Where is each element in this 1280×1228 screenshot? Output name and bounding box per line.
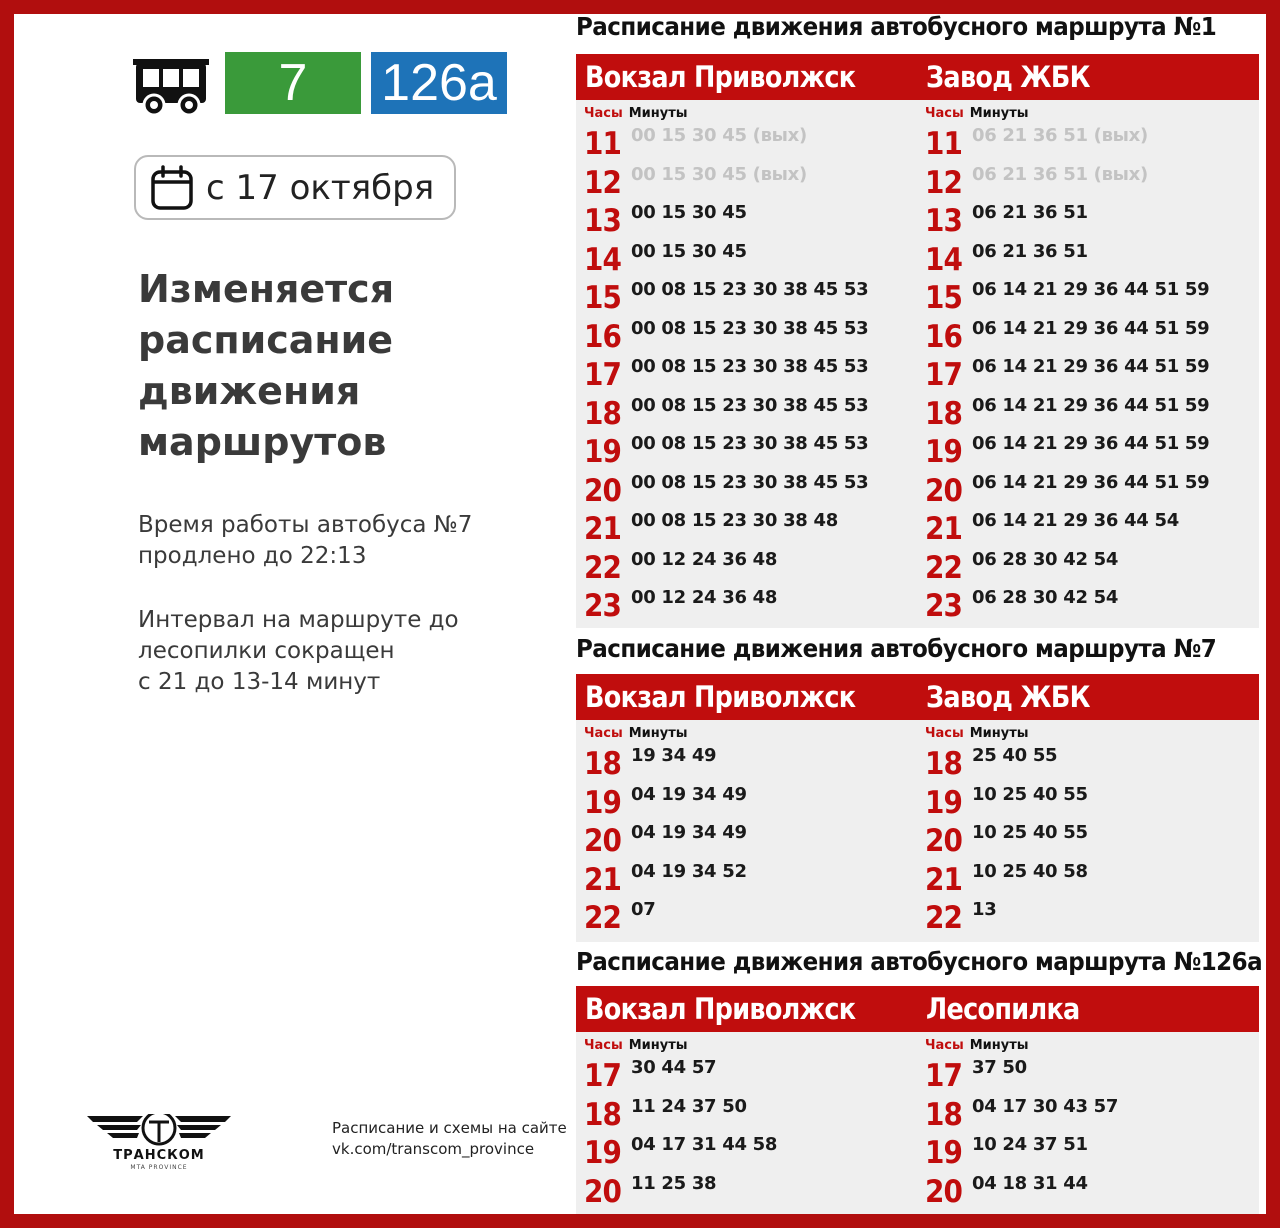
timetable-column [576, 726, 906, 936]
timetable-row [917, 200, 1247, 239]
timetable-row [576, 239, 906, 278]
hour-value: 21 [925, 511, 963, 547]
minutes-value: 10 24 37 51 [972, 1134, 1088, 1155]
minutes-value: 04 19 34 49 [631, 822, 747, 843]
hours-label: Часы [584, 1038, 623, 1053]
info-panel [14, 14, 570, 1214]
minutes-label: Минуты [969, 106, 1029, 121]
direction-bar [576, 674, 1259, 720]
column-header [576, 1038, 906, 1055]
bus-icon [133, 57, 209, 117]
minutes-label: Минуты [628, 726, 688, 741]
direction-name: Вокзал Приволжск [585, 680, 856, 714]
hour-value: 18 [584, 395, 622, 432]
headline-line: маршрутов [138, 420, 387, 464]
hour-value: 13 [584, 203, 622, 239]
minutes-value: 00 08 15 23 30 38 45 53 [631, 317, 869, 339]
timetable-row [576, 508, 906, 547]
hour-value: 20 [584, 472, 622, 509]
direction-bar [576, 986, 1259, 1032]
timetable-row [576, 277, 906, 316]
hour-value: 17 [925, 357, 963, 393]
minutes-value: 04 19 34 49 [631, 783, 747, 805]
minutes-value: 00 08 15 23 30 38 45 53 [631, 356, 869, 377]
timetable-row [576, 354, 906, 393]
hour-value: 11 [584, 126, 622, 162]
hour-value: 19 [584, 434, 622, 470]
minutes-value: 00 08 15 23 30 38 45 53 [631, 471, 869, 493]
timetable-row [917, 431, 1247, 470]
timetable-row [917, 123, 1247, 162]
note-line: с 21 до 13-14 минут [138, 669, 381, 695]
timetable-column [917, 1038, 1247, 1209]
timetable-row [917, 547, 1247, 586]
timetable-row [917, 585, 1247, 624]
schedule-1 [576, 54, 1259, 628]
hour-value: 19 [925, 784, 963, 821]
hour-value: 19 [584, 784, 622, 821]
hour-value: 18 [584, 746, 622, 782]
minutes-value: 10 25 40 58 [972, 860, 1088, 882]
headline [138, 264, 538, 468]
hour-value: 22 [584, 900, 622, 936]
hour-value: 12 [584, 164, 622, 201]
note-working-hours [138, 510, 538, 572]
date-badge [134, 155, 456, 220]
date-label: с 17 октября [206, 167, 435, 208]
headline-line: Изменяется [138, 267, 395, 311]
timetable-row [917, 1132, 1247, 1171]
minutes-value: 00 08 15 23 30 38 45 53 [631, 394, 869, 416]
schedule-126a [576, 986, 1259, 1214]
minutes-value: 04 17 31 44 58 [631, 1134, 778, 1155]
hour-value: 15 [925, 280, 963, 316]
minutes-label: Минуты [628, 1038, 688, 1053]
timetable-row [917, 1171, 1247, 1210]
timetable-row [917, 470, 1247, 509]
timetable-row [576, 897, 906, 936]
timetable-column [576, 106, 906, 624]
schedule-title-1: Расписание движения автобусного маршрута №1 [576, 14, 1217, 41]
minutes-value: 06 28 30 42 54 [972, 587, 1119, 608]
minutes-value: 25 40 55 [972, 745, 1058, 766]
direction-bar [576, 54, 1259, 100]
minutes-value: 00 12 24 36 48 [631, 587, 778, 608]
site-note-line: Расписание и схемы на сайте [332, 1119, 567, 1137]
hour-value: 18 [925, 1096, 963, 1133]
timetable-row [917, 354, 1247, 393]
minutes-value: 07 [631, 899, 656, 920]
minutes-value: 00 15 30 45 [631, 202, 747, 223]
calendar-icon [150, 165, 194, 211]
minutes-value: 00 08 15 23 30 38 45 53 [631, 279, 869, 300]
timetable-row [917, 239, 1247, 278]
direction-name: Лесопилка [926, 992, 1080, 1026]
minutes-value: 06 21 36 51 [972, 202, 1088, 223]
hour-value: 19 [584, 1135, 622, 1171]
timetable-row [576, 1171, 906, 1210]
direction-name: Вокзал Приволжск [585, 60, 856, 94]
minutes-label: Минуты [969, 726, 1029, 741]
hour-value: 23 [925, 588, 963, 624]
minutes-value: 37 50 [972, 1057, 1027, 1078]
hour-value: 17 [925, 1058, 963, 1094]
minutes-value: 11 25 38 [631, 1172, 717, 1194]
hour-value: 13 [925, 203, 963, 239]
timetable-row [917, 393, 1247, 432]
hour-value: 18 [584, 1096, 622, 1133]
hour-value: 21 [584, 861, 622, 898]
minutes-value: 00 15 30 45 (вых) [631, 125, 807, 146]
hour-value: 19 [925, 1135, 963, 1171]
column-header [917, 726, 1247, 743]
timetable-row [917, 277, 1247, 316]
logo-subtitle: MTA PROVINCE [130, 1164, 188, 1171]
timetable-row [576, 316, 906, 355]
minutes-value: 13 [972, 899, 997, 920]
minutes-value: 11 24 37 50 [631, 1095, 747, 1117]
hour-value: 11 [925, 126, 963, 162]
hour-value: 21 [584, 511, 622, 547]
timetable-row [917, 1055, 1247, 1094]
minutes-value: 04 19 34 52 [631, 860, 747, 882]
schedule-7 [576, 674, 1259, 942]
timetable-row [917, 782, 1247, 821]
hour-value: 22 [584, 549, 622, 586]
minutes-value: 06 21 36 51 (вых) [972, 163, 1148, 185]
hour-value: 14 [925, 241, 963, 278]
timetable-row [917, 743, 1247, 782]
hour-value: 16 [584, 318, 622, 355]
hours-label: Часы [584, 106, 623, 121]
timetable-row [576, 1094, 906, 1133]
minutes-value: 06 14 21 29 36 44 51 59 [972, 317, 1210, 339]
column-header [576, 726, 906, 743]
hour-value: 19 [925, 434, 963, 470]
minutes-value: 19 34 49 [631, 745, 717, 766]
timetable-row [917, 508, 1247, 547]
timetable-row [917, 162, 1247, 201]
hour-value: 20 [584, 1173, 622, 1210]
note-line: продлено до 22:13 [138, 543, 367, 569]
timetable-row [576, 1132, 906, 1171]
minutes-value: 06 14 21 29 36 44 51 59 [972, 471, 1210, 493]
timetable-row [576, 162, 906, 201]
timetable-row [576, 1055, 906, 1094]
minutes-value: 00 15 30 45 (вых) [631, 163, 807, 185]
minutes-value: 06 28 30 42 54 [972, 548, 1119, 570]
minutes-value: 30 44 57 [631, 1057, 717, 1078]
minutes-value: 06 14 21 29 36 44 54 [972, 510, 1179, 531]
note-interval [138, 605, 538, 698]
minutes-label: Минуты [628, 106, 688, 121]
note-line: лесопилки сокращен [138, 638, 395, 664]
hour-value: 20 [584, 823, 622, 859]
minutes-value: 00 08 15 23 30 38 45 53 [631, 433, 869, 454]
minutes-value: 10 25 40 55 [972, 822, 1088, 843]
timetable-row [917, 897, 1247, 936]
hour-value: 20 [925, 1173, 963, 1210]
schedule-title-126a: Расписание движения автобусного маршрута №126а [576, 947, 1263, 976]
timetable-row [576, 200, 906, 239]
timetable-row [576, 859, 906, 898]
hours-label: Часы [925, 726, 964, 741]
hour-value: 22 [925, 549, 963, 586]
minutes-value: 06 14 21 29 36 44 51 59 [972, 356, 1210, 377]
timetable-row [576, 393, 906, 432]
minutes-value: 06 21 36 51 [972, 240, 1088, 262]
logo-name: ТРАНСКОМ [113, 1148, 205, 1163]
site-note-link[interactable]: vk.com/transcom_province [332, 1140, 535, 1158]
schedule-title-7: Расписание движения автобусного маршрута №7 [576, 634, 1217, 663]
route-badge-126a: 126а [371, 52, 507, 114]
timetable-column [917, 726, 1247, 936]
minutes-value: 00 15 30 45 [631, 240, 747, 262]
direction-name: Завод ЖБК [926, 60, 1090, 94]
timetable-row [917, 1094, 1247, 1133]
site-note [332, 1118, 567, 1160]
hour-value: 14 [584, 241, 622, 278]
hour-value: 12 [925, 164, 963, 201]
note-line: Время работы автобуса №7 [138, 512, 473, 538]
timetable-row [576, 782, 906, 821]
column-header [917, 1038, 1247, 1055]
hour-value: 17 [584, 357, 622, 393]
hour-value: 16 [925, 318, 963, 355]
hours-label: Часы [925, 106, 964, 121]
hour-value: 20 [925, 823, 963, 859]
column-header [576, 106, 906, 123]
minutes-value: 00 12 24 36 48 [631, 548, 778, 570]
timetable-row [576, 585, 906, 624]
timetable-row [576, 820, 906, 859]
hour-value: 18 [925, 746, 963, 782]
hours-label: Часы [925, 1038, 964, 1053]
headline-line: движения [138, 369, 361, 413]
hour-value: 23 [584, 588, 622, 624]
timetable-row [576, 123, 906, 162]
direction-name: Завод ЖБК [926, 680, 1090, 714]
hour-value: 17 [584, 1058, 622, 1094]
minutes-value: 06 14 21 29 36 44 51 59 [972, 279, 1210, 300]
minutes-value: 06 21 36 51 (вых) [972, 125, 1148, 146]
hour-value: 15 [584, 280, 622, 316]
timetable-row [917, 316, 1247, 355]
timetable-column [917, 106, 1247, 624]
minutes-value: 04 17 30 43 57 [972, 1095, 1119, 1117]
timetable-column [576, 1038, 906, 1209]
hour-value: 20 [925, 472, 963, 509]
timetable-row [576, 547, 906, 586]
note-line: Интервал на маршруте до [138, 607, 459, 633]
hour-value: 18 [925, 395, 963, 432]
route-badge-7: 7 [225, 52, 361, 114]
minutes-value: 06 14 21 29 36 44 51 59 [972, 433, 1210, 454]
minutes-value: 04 18 31 44 [972, 1172, 1088, 1194]
hours-label: Часы [584, 726, 623, 741]
minutes-value: 06 14 21 29 36 44 51 59 [972, 394, 1210, 416]
timetable-row [576, 470, 906, 509]
minutes-value: 00 08 15 23 30 38 48 [631, 510, 838, 531]
timetable-row [576, 431, 906, 470]
schedule-card [14, 14, 1266, 1214]
headline-line: расписание [138, 318, 394, 362]
hour-value: 22 [925, 900, 963, 936]
hour-value: 21 [925, 861, 963, 898]
direction-name: Вокзал Приволжск [585, 992, 856, 1026]
column-header [917, 106, 1247, 123]
minutes-value: 10 25 40 55 [972, 783, 1088, 805]
timetable-row [917, 820, 1247, 859]
timetable-row [917, 859, 1247, 898]
minutes-label: Минуты [969, 1038, 1029, 1053]
timetable-row [576, 743, 906, 782]
